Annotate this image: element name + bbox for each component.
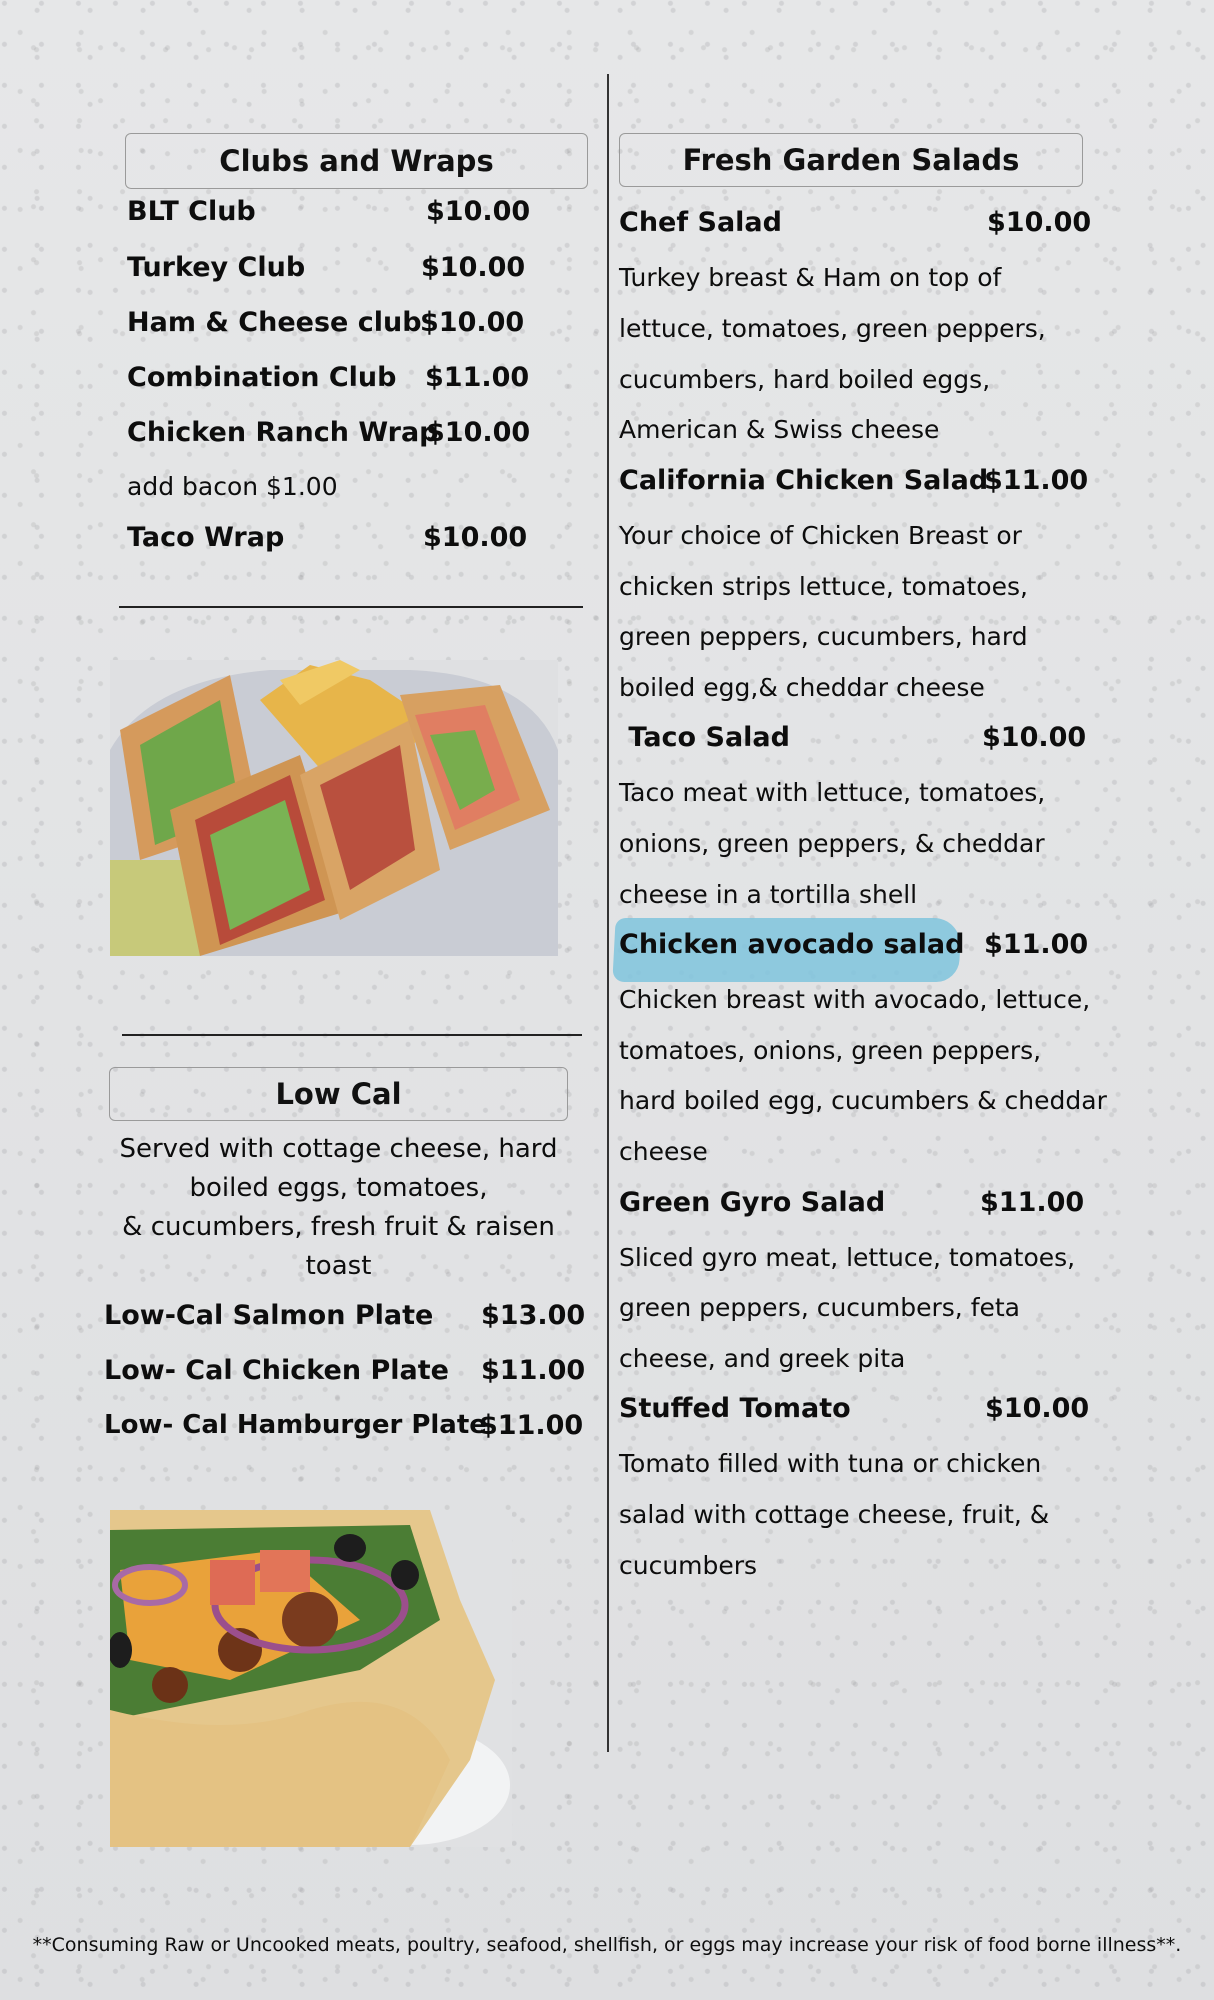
menu-item-name: Ham & Cheese club (127, 307, 422, 338)
salads-section-title: Fresh Garden Salads (619, 133, 1083, 187)
menu-item-description: green peppers, cucumbers, feta (619, 1293, 1021, 1322)
menu-item-name: Turkey Club (127, 252, 306, 283)
taco-salad-photo (110, 1510, 512, 1847)
food-safety-disclaimer: **Consuming Raw or Uncooked meats, poultry, seafood, shellfish, or eggs may increase your risk of food borne illness**. (32, 1934, 1182, 1956)
menu-item-description: lettuce, tomatoes, green peppers, (619, 314, 1046, 343)
menu-item-description: Turkey breast & Ham on top of (619, 263, 1002, 292)
menu-item-name: Chicken Ranch Wrap (127, 417, 439, 448)
menu-item-name: Taco Wrap (127, 522, 285, 553)
lowcal-desc-line: & cucumbers, fresh fruit & raisen (122, 1212, 555, 1242)
menu-item-description: cucumbers (619, 1551, 758, 1580)
divider-line (122, 1034, 582, 1036)
menu-item-price: $11.00 (980, 1187, 1085, 1218)
club-sandwich-photo (110, 660, 558, 956)
menu-item-price: $10.00 (982, 722, 1087, 753)
menu-item-name: Chef Salad (619, 207, 782, 238)
menu-item-price: $11.00 (984, 465, 1089, 496)
menu-item-description: Sliced gyro meat, lettuce, tomatoes, (619, 1243, 1076, 1272)
menu-item-description: cucumbers, hard boiled eggs, (619, 365, 991, 394)
menu-item-name: Low- Cal Hamburger Plate (104, 1410, 487, 1440)
menu-item-price: $11.00 (481, 1355, 586, 1386)
menu-item-name: Chicken avocado salad (619, 929, 965, 960)
menu-item-name: Low- Cal Chicken Plate (104, 1355, 449, 1386)
menu-item-description: onions, green peppers, & cheddar (619, 829, 1045, 858)
menu-item-name: Stuffed Tomato (619, 1393, 851, 1424)
menu-item-description: Tomato filled with tuna or chicken (619, 1449, 1042, 1478)
menu-item-description: hard boiled egg, cucumbers & cheddar (619, 1086, 1107, 1115)
clubs-section-title: Clubs and Wraps (125, 133, 588, 189)
menu-item-name: Green Gyro Salad (619, 1187, 886, 1218)
menu-item-description: boiled egg,& cheddar cheese (619, 673, 985, 702)
menu-item-description: Taco meat with lettuce, tomatoes, (619, 778, 1046, 807)
menu-item-price: $10.00 (426, 196, 531, 227)
menu-item-description: Your choice of Chicken Breast or (619, 521, 1022, 550)
menu-item-name: BLT Club (127, 196, 256, 227)
menu-item-name: California Chicken Salad (619, 465, 989, 496)
menu-item-description: Chicken breast with avocado, lettuce, (619, 985, 1091, 1014)
menu-item-price: $11.00 (984, 929, 1089, 960)
divider-line (119, 606, 583, 608)
menu-item-name: Taco Salad (619, 722, 790, 753)
menu-item-price: $10.00 (985, 1393, 1090, 1424)
menu-item-description: cheese (619, 1137, 708, 1166)
menu-item-description: green peppers, cucumbers, hard (619, 622, 1028, 651)
menu-item-price: $10.00 (421, 252, 526, 283)
menu-item-name: Low-Cal Salmon Plate (104, 1300, 434, 1331)
menu-item-description: cheese, and greek pita (619, 1344, 906, 1373)
column-divider (607, 74, 609, 1752)
menu-item-description: American & Swiss cheese (619, 415, 940, 444)
menu-item-name: Combination Club (127, 362, 397, 393)
menu-item-price: $10.00 (987, 207, 1092, 238)
lowcal-desc-line: boiled eggs, tomatoes, (189, 1173, 488, 1203)
menu-item-price: $11.00 (479, 1410, 584, 1441)
menu-item-price: $11.00 (425, 362, 530, 393)
menu-item-description: cheese in a tortilla shell (619, 880, 918, 909)
menu-item-price: $10.00 (423, 522, 528, 553)
add-bacon-note: add bacon $1.00 (127, 472, 338, 501)
menu-item-price: $13.00 (481, 1300, 586, 1331)
lowcal-section-title: Low Cal (109, 1067, 568, 1121)
menu-item-description: tomatoes, onions, green peppers, (619, 1036, 1042, 1065)
menu-item-description: chicken strips lettuce, tomatoes, (619, 572, 1028, 601)
menu-item-price: $10.00 (420, 307, 525, 338)
menu-item-price: $10.00 (426, 417, 531, 448)
menu-item-description: salad with cottage cheese, fruit, & (619, 1500, 1050, 1529)
lowcal-desc-line: Served with cottage cheese, hard (119, 1134, 558, 1164)
lowcal-desc-line: toast (305, 1251, 372, 1281)
